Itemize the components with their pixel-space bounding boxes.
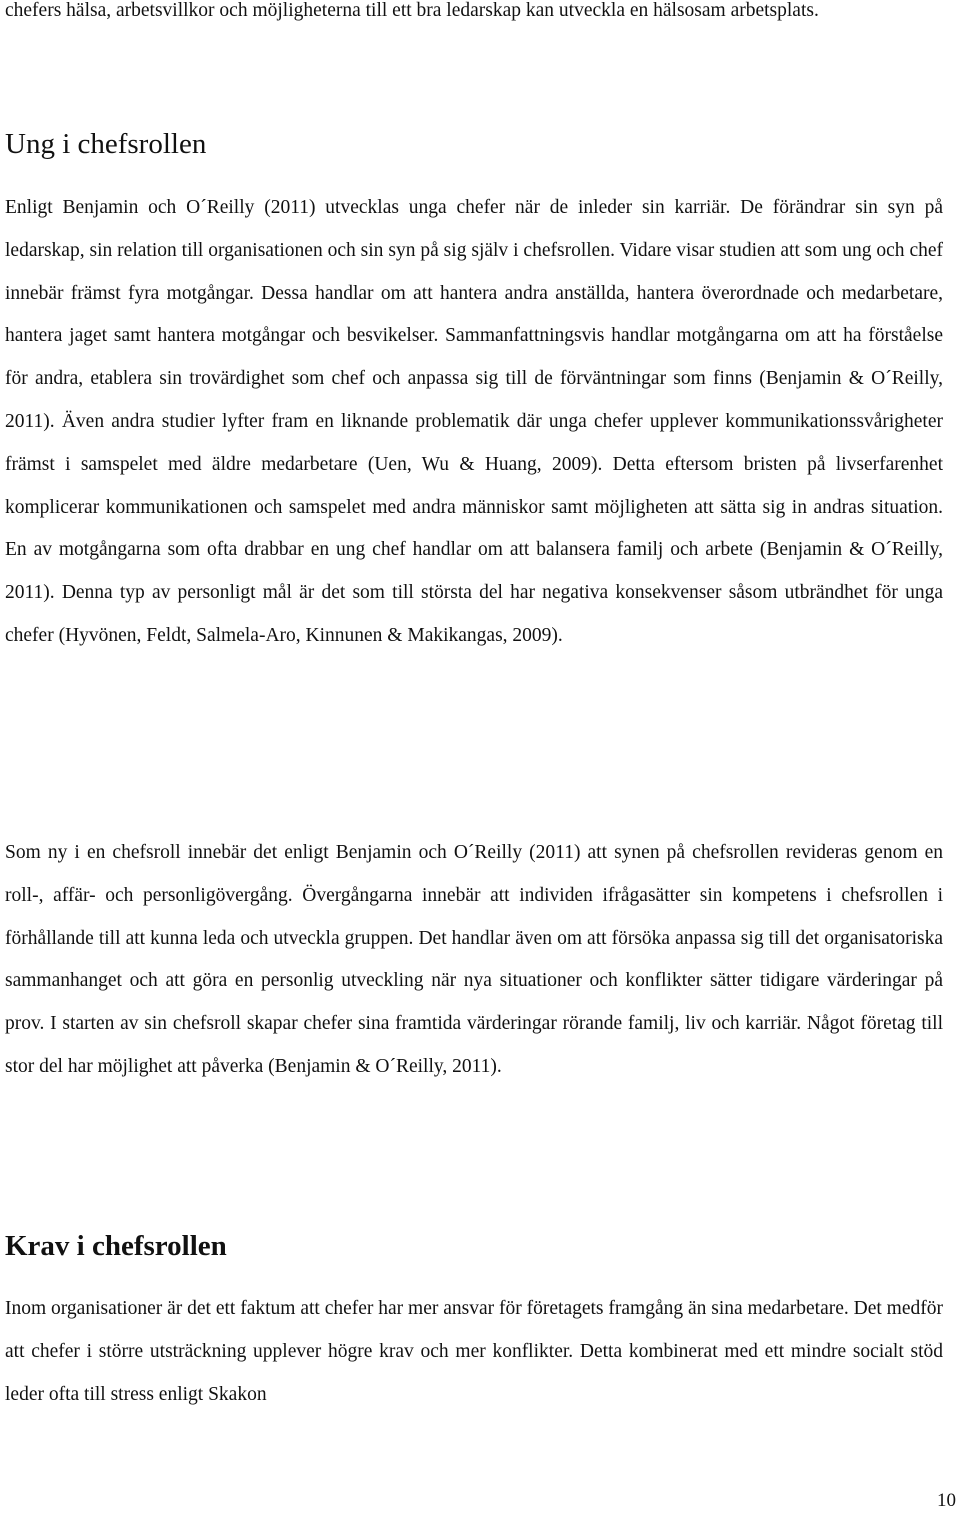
- section-heading-krav-i-chefsrollen: Krav i chefsrollen: [5, 1230, 227, 1262]
- section-heading-ung-i-chefsrollen: Ung i chefsrollen: [5, 128, 207, 160]
- page-number: 10: [937, 1490, 956, 1511]
- section1-paragraph-1: Enligt Benjamin och O´Reilly (2011) utvecklas unga chefer när de inleder sin karriär. De förändrar sin syn på ledarskap, sin relation till organisationen och sin syn på sig själv i chefsrollen. Vidare visar studien att som ung och chef innebär främst fyra motgångar. Dessa handlar om att hantera andra anställda, hantera överordnade och medarbetare, hantera jaget samt hantera motgångar och besvikelser. Sammanfattningsvis handlar motgångarna om att ha förståelse för andra, etablera sin trovärdighet som chef och anpassa sig till de förväntningar som finns (Benjamin & O´Reilly, 2011). Även andra studier lyfter fram en liknande problematik där unga chefer upplever kommunikationssvårigheter främst i samspelet med äldre medarbetare (Uen, Wu & Huang, 2009). Detta eftersom bristen på livserfarenhet komplicerar kommunikationen och samspelet med andra människor samt möjligheten att sätta sig in andras situation. En av motgångarna som ofta drabbar en ung chef handlar om att balansera familj och arbete (Benjamin & O´Reilly, 2011). Denna typ av personligt mål är det som till största del har negativa konsekvenser såsom utbrändhet för unga chefer (Hyvönen, Feldt, Salmela-Aro, Kinnunen & Makikangas, 2009).: [5, 197, 943, 646]
- section2-paragraph-1: Inom organisationer är det ett faktum att chefer har mer ansvar för företagets framgång än sina medarbetare. Det medför att chefer i större utsträckning upplever högre krav och mer konflikter. Detta kombinerat med ett mindre socialt stöd leder ofta till stress enligt Skakon: [5, 1298, 943, 1405]
- intro-paragraph: chefers hälsa, arbetsvillkor och möjligheterna till ett bra ledarskap kan utveckla en hälsosam arbetsplats.: [5, 0, 819, 21]
- section1-paragraph-2: Som ny i en chefsroll innebär det enligt Benjamin och O´Reilly (2011) att synen på chefsrollen revideras genom en roll-, affär- och personligövergång. Övergångarna innebär att individen ifrågasätter sin kompetens i chefsrollen i förhållande till att kunna leda och utveckla gruppen. Det handlar även om att försöka anpassa sig till det organisatoriska sammanhanget och att göra en personlig utveckling när nya situationer och konflikter sätter tidigare värderingar på prov. I starten av sin chefsroll skapar chefer sina framtida värderingar rörande familj, liv och karriär. Något företag till stor del har möjlighet att påverka (Benjamin & O´Reilly, 2011).: [5, 842, 943, 1077]
